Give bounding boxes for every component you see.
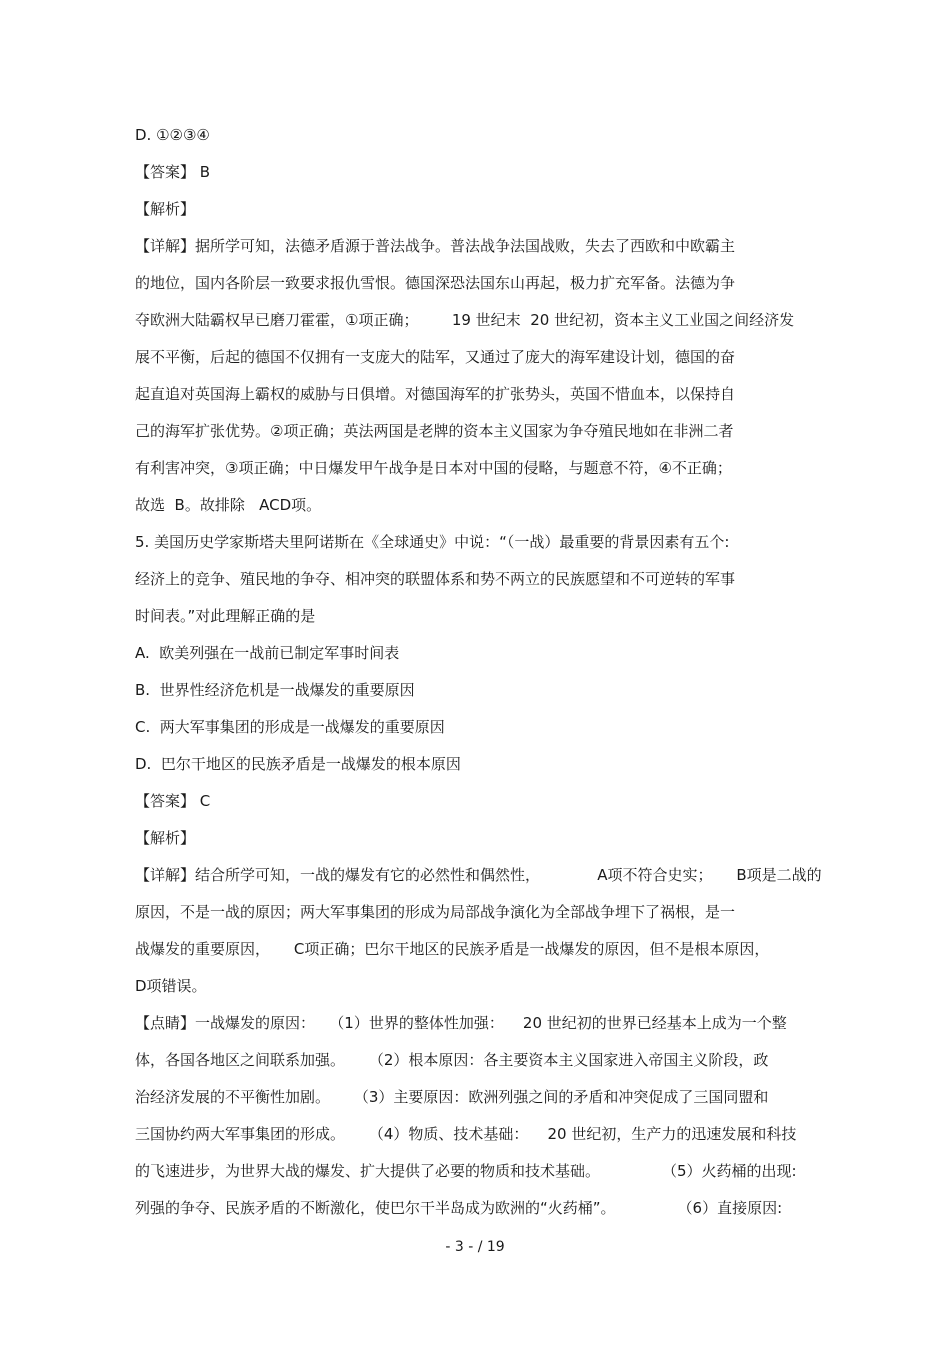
text-line: 的飞速进步，为世界大战的爆发、扩大提供了必要的物质和技术基础。 （5）火药桶的出现: [135, 1162, 797, 1180]
text-line: D项错误。 [135, 977, 207, 995]
text-line: 原因，不是一战的原因；两大军事集团的形成为局部战争演化为全部战争埋下了祸根，是一 [135, 903, 736, 921]
text-line: 【详解】据所学可知，法德矛盾源于普法战争。普法战争法国战败，失去了西欧和中欧霸主 [135, 237, 736, 255]
answer-line: 【答案】 B [135, 163, 211, 181]
option-d-line: D. ①②③④ [135, 126, 210, 144]
question-line: 经济上的竞争、殖民地的争夺、相冲突的联盟体系和势不两立的民族愿望和不可逆转的军事 [135, 570, 736, 588]
text-line: 治经济发展的不平衡性加剧。 （3）主要原因：欧洲列强之间的矛盾和冲突促成了三国同盟和 [135, 1088, 769, 1106]
text-line: 三国协约两大军事集团的形成。 （4）物质、技术基础： 20 世纪初，生产力的迅速发展和科技 [135, 1125, 797, 1143]
option-b-line: B. 世界性经济危机是一战爆发的重要原因 [135, 681, 415, 699]
text-line: 展不平衡，后起的德国不仅拥有一支庞大的陆军，又通过了庞大的海军建设计划，德国的奋 [135, 348, 736, 366]
text-line: 夺欧洲大陆霸权早已磨刀霍霍，①项正确； 19 世纪末 20 世纪初，资本主义工业国之间经济发 [135, 311, 795, 329]
text-line: 列强的争夺、民族矛盾的不断激化，使巴尔干半岛成为欧洲的“火药桶”。 （6）直接原因: [135, 1199, 783, 1217]
text-line: 有利害冲突，③项正确；中日爆发甲午战争是日本对中国的侵略，与题意不符，④不正确； [135, 459, 732, 477]
question-line: 5. 美国历史学家斯塔夫里阿诺斯在《全球通史》中说：“（一战）最重要的背景因素有五个: [135, 533, 730, 551]
text-line: 的地位，国内各阶层一致要求报仇雪恨。德国深恐法国东山再起，极力扩充军备。法德为争 [135, 274, 736, 292]
analysis-heading: 【解析】 [135, 829, 196, 847]
option-c-line: C. 两大军事集团的形成是一战爆发的重要原因 [135, 718, 445, 736]
answer-line: 【答案】 C [135, 792, 211, 810]
question-line: 时间表。”对此理解正确的是 [135, 607, 316, 625]
text-line: 故选 B。故排除 ACD项。 [135, 496, 322, 514]
text-line: 【详解】结合所学可知，一战的爆发有它的必然性和偶然性， A项不符合史实； B项是二战的 [135, 866, 822, 884]
option-d-line: D. 巴尔干地区的民族矛盾是一战爆发的根本原因 [135, 755, 461, 773]
text-line: 战爆发的重要原因， C项正确；巴尔干地区的民族矛盾是一战爆发的原因，但不是根本原因， [135, 940, 770, 958]
text-line: 【点睛】一战爆发的原因： （1）世界的整体性加强： 20 世纪初的世界已经基本上成为一个整 [135, 1014, 787, 1032]
page-number: - 3 - / 19 [445, 1239, 505, 1255]
text-line: 起直追对英国海上霸权的威胁与日俱增。对德国海军的扩张势头，英国不惜血本，以保持自 [135, 385, 736, 403]
text-line: 己的海军扩张优势。②项正确；英法两国是老牌的资本主义国家为争夺殖民地如在非洲二者 [135, 422, 734, 440]
analysis-heading: 【解析】 [135, 200, 196, 218]
option-a-line: A. 欧美列强在一战前已制定军事时间表 [135, 644, 400, 662]
text-line: 体，各国各地区之间联系加强。 （2）根本原因：各主要资本主义国家进入帝国主义阶段，政 [135, 1051, 769, 1069]
